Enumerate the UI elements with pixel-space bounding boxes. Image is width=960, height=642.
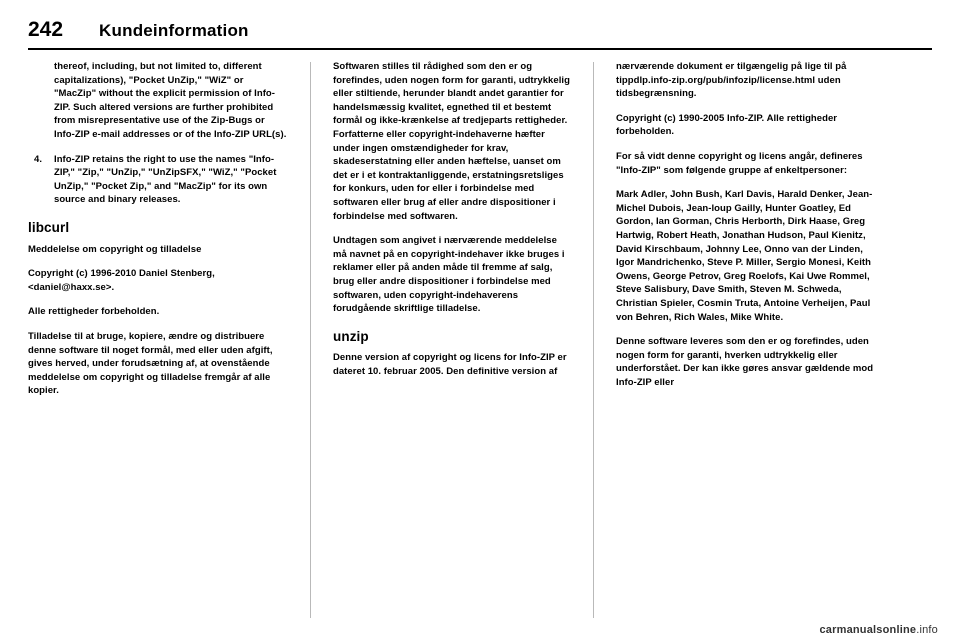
subheading-copyright-permission: Meddelelse om copyright og tilladelse — [28, 243, 202, 255]
continued-paragraph: thereof, including, but not limited to, different capitalizations), "Pocket UnZip," "WiZ" or "MacZip" without the explicit permission of Info-ZIP. Such altered versions are further prohibited from misrepresentative use of the Zip-Bugs or Info-ZIP e-mail addresses or of the Info-ZIP URL(s). — [54, 61, 287, 140]
list-item — [28, 153, 288, 207]
paragraph: Denne version af copyright og licens for Info-ZIP er dateret 10. februar 2005. Den definitive version af — [333, 352, 567, 377]
paragraph-contributor-list: Mark Adler, John Bush, Karl Davis, Harald Denker, Jean-Michel Dubois, Jean-loup Gailly, Hunter Goatley, Ed Gordon, Ian Gorman, Chris Herborth, Dirk Haase, Greg Hartwig, Robert Heath, Jonathan Hudson, Paul Kienitz, David Kirschbaum, Johnny Lee, Onno van der Linden, Igor Mandrichenko, Steve P. Miller, Sergio Monesi, Keith Owens, George Petrov, Greg Roelofs, Kai Uwe Rommel, Steve Salisbury, Dave Smith, Steven M. Schweda, Christian Spieler, Cosmin Truta, Antoine Verheijen, Paul von Behren, Rich Wales, Mike White. — [616, 189, 873, 323]
paragraph: Alle rettigheder forbeholden. — [28, 306, 160, 318]
paragraph: nærværende dokument er tilgængelig på lige til på tippdlp.info-zip.org/pub/infozip/license.html uden tidsbegrænsning. — [616, 61, 847, 100]
paragraph: Copyright (c) 1996-2010 Daniel Stenberg, <daniel@haxx.se>. — [28, 268, 215, 293]
column-one — [28, 60, 310, 618]
paragraph: Undtagen som angivet i nærværende meddelelse må navnet på en copyright-indehaver ikke bruges i reklamer eller på anden måde til fremme af salg, brug eller andre dispositioner i forbindelse med softwaren, uden copyright-indehaverens forudgående skriftlige tilladelse. — [333, 235, 565, 315]
text-columns — [28, 60, 932, 618]
list-marker: 4. — [34, 153, 43, 165]
header-divider — [28, 48, 932, 50]
column-two — [311, 60, 593, 618]
page-header — [28, 18, 932, 52]
paragraph: Softwaren stilles til rådighed som den er og forefindes, uden nogen form for garanti, udtrykkelig eller stiltiende, herunder blandt andet garantier for handelsmæssig kvalitet, egnethed til et bestemt formål og ikke-krænkelse af tredjeparts rettigheder. Forfatterne eller copyright-indehaverne hæfter under ingen omstændigheder for krav, skadeserstatning eller anden hæftelse, uanset om det er i et kontraktanliggende, erstatningsretsliges for konkurs, uden for eller i forbindelse med softwaren eller brug af eller andre dispositioner i forbindelse med softwaren. — [333, 61, 570, 222]
list-item-text: Info-ZIP retains the right to use the names "Info-ZIP," "Zip," "UnZip," "UnZipSFX," "WiZ," "Pocket UnZip," "Pocket Zip," and "MacZip" for its own source and binary releases. — [54, 153, 277, 206]
watermark-site-name: carmanualsonline — [819, 624, 917, 636]
column-three — [594, 60, 876, 618]
paragraph: Tilladelse til at bruge, kopiere, ændre og distribuere denne software til noget formål, med eller uden afgift, gives herved, under forudsætning af, at ovenstående meddelelse om copyright og tilladelse fremgår af alle kopier. — [28, 330, 273, 397]
section-heading-unzip: unzip — [333, 328, 369, 344]
paragraph: For så vidt denne copyright og licens angår, defineres "Info-ZIP" som følgende gruppe af enkeltpersoner: — [616, 150, 863, 176]
chapter-title: Kundeinformation — [99, 21, 249, 40]
paragraph: Denne software leveres som den er og forefindes, uden nogen form for garanti, hverken udtrykkelig eller underforstået. Der kan ikke gøres ansvar gældende mod Info-ZIP eller — [616, 336, 874, 388]
paragraph: Copyright (c) 1990-2005 Info-ZIP. Alle rettigheder forbeholden. — [616, 112, 838, 138]
watermark-site-tld: .info — [916, 624, 938, 636]
page-number: 242 — [28, 18, 64, 41]
watermark-footer — [819, 624, 938, 636]
section-heading-libcurl: libcurl — [28, 219, 70, 235]
